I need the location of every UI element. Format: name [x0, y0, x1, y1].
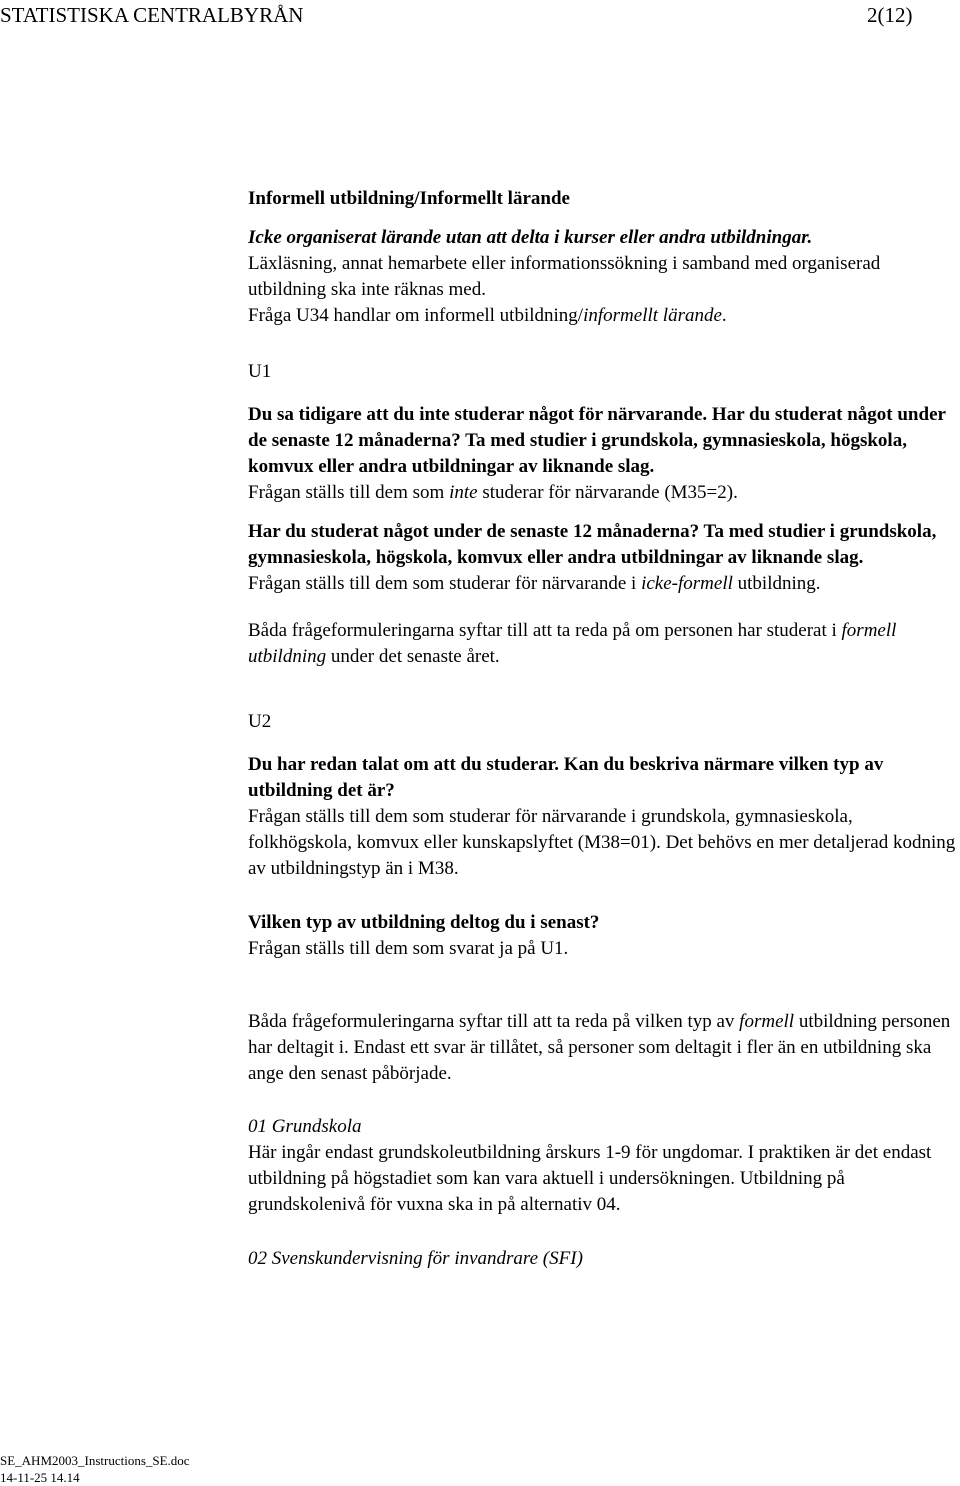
u2-question-2	[248, 910, 960, 962]
u1-question-1-note-b: studerar för närvarande (M35=2).	[477, 482, 738, 503]
u1-question-2-note-b: utbildning.	[732, 573, 821, 594]
document-footer	[0, 1452, 190, 1486]
u1-purpose	[248, 618, 960, 670]
informal-body: Läxläsning, annat hemarbete eller informationssökning i samband med organiserad utbildning ska inte räknas med.	[248, 253, 881, 300]
u2-question-1-note: Frågan ställs till dem som studerar för närvarande i grundskola, gymnasieskola, folkhögskola, komvux eller kunskapslyftet (M38=01). Det behövs en mer detaljerad kodning av utbildningstyp än i M38.	[248, 806, 956, 879]
u2-question-1	[248, 752, 960, 882]
u2-label: U2	[248, 711, 272, 732]
header-organization: STATISTISKA CENTRALBYRÅN	[0, 3, 304, 27]
u2-purpose	[248, 1009, 960, 1087]
u1-question-1-note-italic: inte	[449, 482, 478, 503]
u1-question-1-text: Du sa tidigare att du inte studerar något för närvarande. Har du studerat något under de senaste 12 månaderna? Ta med studier i grundskola, gymnasieskola, högskola, komvux eller andra utbildningar av liknande slag.	[248, 404, 946, 477]
u2-purpose-italic: formell	[739, 1011, 795, 1032]
page-number: 2(12)	[867, 3, 913, 27]
u2-option-01-text: Här ingår endast grundskoleutbildning årskurs 1-9 för ungdomar. I praktiken är det endast utbildning på högstadiet som kan vara aktuell i undersökningen. Utbildning på grundskolenivå för vuxna ska in på alternativ 04.	[248, 1142, 932, 1215]
u2-question-2-note: Frågan ställs till dem som svarat ja på U1.	[248, 938, 569, 959]
u2-question-2-text: Vilken typ av utbildning deltog du i senast?	[248, 912, 600, 933]
u1-purpose-italic: formell utbildning	[248, 620, 897, 667]
u1-question-2-note-a: Frågan ställs till dem som studerar för närvarande i	[248, 573, 642, 594]
footer-timestamp: 14-11-25 14.14	[0, 1470, 80, 1485]
u2-purpose-b: utbildning personen har deltagit i. Endast ett svar är tillåtet, så personer som deltagit i fler än en utbildning ska ange den senast påbörjade.	[248, 1011, 951, 1084]
section-heading-informal: Informell utbildning/Informellt lärande	[248, 188, 570, 209]
u1-question-2	[248, 519, 960, 597]
informal-line-start: Fråga U34 handlar om informell utbildning/	[248, 305, 584, 326]
u2-option-01	[248, 1114, 960, 1218]
document-body	[248, 186, 960, 1272]
u1-purpose-a: Båda frågeformuleringarna syftar till att ta reda på om personen har studerat i	[248, 620, 842, 641]
u2-question-1-text: Du har redan talat om att du studerar. Kan du beskriva närmare vilken typ av utbildning det är?	[248, 754, 884, 801]
informal-line-end: .	[721, 305, 727, 326]
u2-purpose-a: Båda frågeformuleringarna syftar till att ta reda på vilken typ av	[248, 1011, 740, 1032]
u1-question-2-note-italic: icke-formell	[641, 573, 733, 594]
u1-question-2-text: Har du studerat något under de senaste 12 månaderna? Ta med studier i grundskola, gymnasieskola, högskola, komvux eller andra utbildningar av liknande slag.	[248, 521, 937, 568]
informal-italic-line: Icke organiserat lärande utan att delta i kurser eller andra utbildningar.	[248, 227, 813, 248]
u1-label: U1	[248, 361, 272, 382]
footer-filename: SE_AHM2003_Instructions_SE.doc	[0, 1453, 190, 1468]
u1-purpose-b: under det senaste året.	[326, 646, 500, 667]
u1-question-1-note-a: Frågan ställs till dem som	[248, 482, 450, 503]
informal-paragraph	[248, 225, 960, 329]
informal-line-italic: informellt lärande	[583, 305, 722, 326]
u2-option-01-label: 01 Grundskola	[248, 1116, 362, 1137]
u1-question-1	[248, 402, 960, 506]
u2-option-02-label: 02 Svenskundervisning för invandrare (SFI)	[248, 1248, 583, 1269]
